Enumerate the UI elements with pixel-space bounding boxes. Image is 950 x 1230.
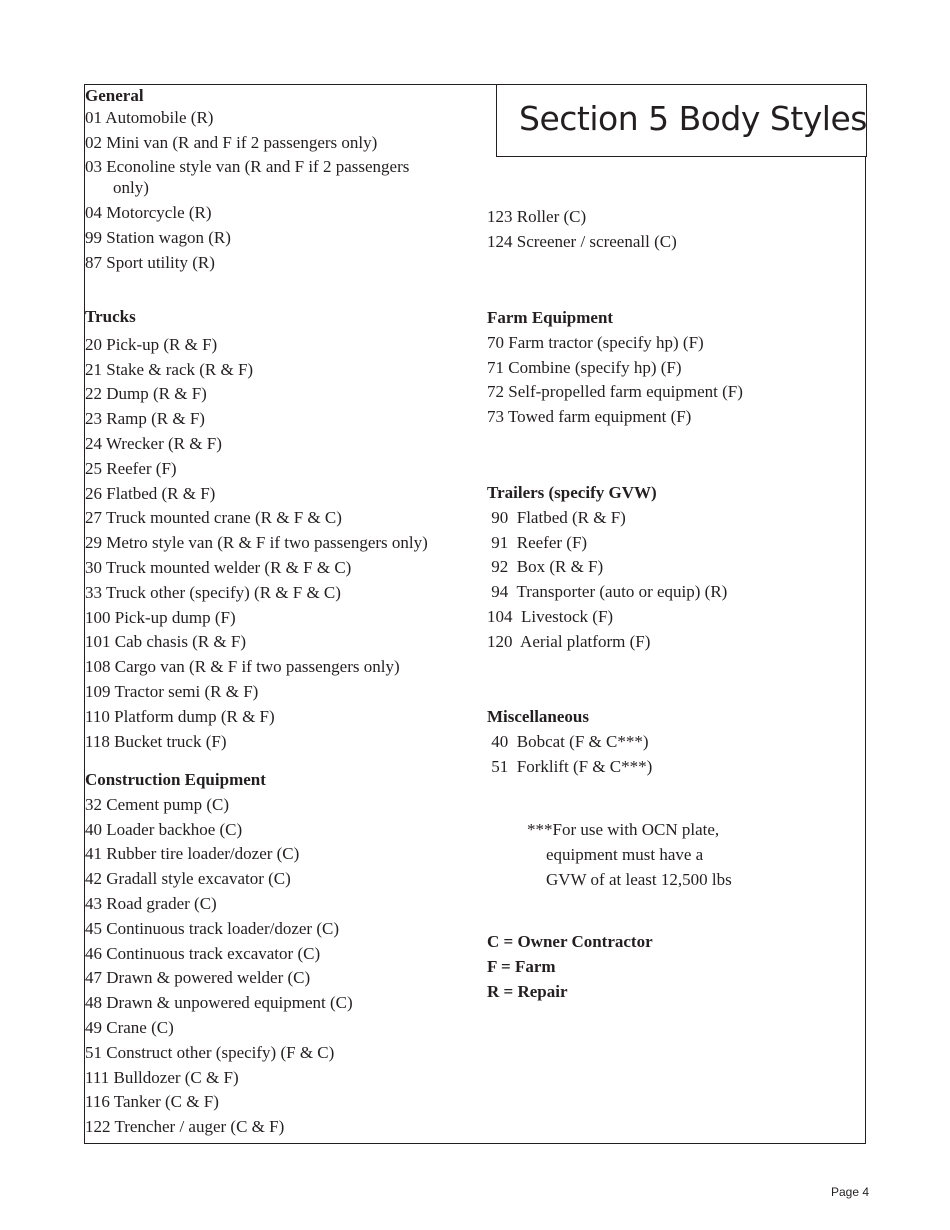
list-item: 43 Road grader (C): [85, 893, 217, 913]
general-heading: General: [85, 86, 144, 105]
list-item: 73 Towed farm equipment (F): [487, 407, 692, 427]
list-item: 94 Transporter (auto or equip) (R): [487, 582, 728, 602]
list-item: 87 Sport utility (R): [85, 252, 215, 272]
list-item: 49 Crane (C): [85, 1017, 174, 1037]
list-item: 26 Flatbed (R & F): [85, 483, 216, 503]
list-item: 02 Mini van (R and F if 2 passengers only): [85, 132, 378, 152]
legend-item: R = Repair: [487, 982, 568, 1001]
farm-section: [487, 306, 743, 430]
list-item: 42 Gradall style excavator (C): [85, 869, 291, 889]
list-item: 32 Cement pump (C): [85, 794, 230, 814]
list-item: 100 Pick-up dump (F): [85, 607, 236, 627]
list-item: 111 Bulldozer (C & F): [85, 1067, 239, 1087]
note-line: ***For use with OCN plate,: [527, 820, 720, 839]
list-item: 124 Screener / screenall (C): [487, 231, 677, 251]
list-item: 30 Truck mounted welder (R & F & C): [85, 557, 352, 577]
list-item: 108 Cargo van (R & F if two passengers only): [85, 657, 400, 677]
list-item: 25 Reefer (F): [85, 458, 177, 478]
list-item: 123 Roller (C): [487, 207, 587, 226]
construction-heading: Construction Equipment: [85, 770, 266, 789]
trailers-heading: Trailers (specify GVW): [487, 483, 657, 502]
ocn-note: [527, 818, 732, 892]
misc-section: [487, 705, 652, 779]
farm-heading: Farm Equipment: [487, 308, 614, 327]
list-item: 21 Stake & rack (R & F): [85, 359, 254, 379]
page-number: Page 4: [831, 1185, 870, 1199]
list-item: 104 Livestock (F): [487, 606, 614, 626]
list-item: 48 Drawn & unpowered equipment (C): [85, 993, 353, 1013]
list-item: 101 Cab chasis (R & F): [85, 632, 247, 652]
list-item: 70 Farm tractor (specify hp) (F): [487, 332, 704, 352]
list-item: 72 Self-propelled farm equipment (F): [487, 382, 743, 402]
list-item: 99 Station wagon (R): [85, 227, 231, 247]
list-item: only): [113, 178, 149, 198]
list-item: 122 Trencher / auger (C & F): [85, 1117, 285, 1137]
list-item: 51 Forklift (F & C***): [487, 756, 653, 776]
list-item: 40 Loader backhoe (C): [85, 819, 243, 839]
list-item: 27 Truck mounted crane (R & F & C): [85, 508, 342, 528]
title-box: [496, 84, 867, 157]
trucks-section: [85, 305, 428, 754]
list-item: 03 Econoline style van (R and F if 2 passengers: [85, 157, 410, 177]
construction-continued-section: [487, 205, 677, 255]
general-section: [85, 84, 409, 275]
code-legend: [487, 929, 653, 1004]
note-line: equipment must have a: [546, 844, 704, 864]
list-item: 04 Motorcycle (R): [85, 202, 212, 222]
list-item: 40 Bobcat (F & C***): [487, 731, 649, 751]
note-line: GVW of at least 12,500 lbs: [546, 869, 732, 889]
list-item: 01 Automobile (R): [85, 107, 214, 127]
list-item: 120 Aerial platform (F): [487, 631, 651, 651]
list-item: 23 Ramp (R & F): [85, 409, 205, 429]
list-item: 20 Pick-up (R & F): [85, 334, 218, 354]
list-item: 47 Drawn & powered welder (C): [85, 968, 311, 988]
list-item: 118 Bucket truck (F): [85, 731, 227, 751]
list-item: 51 Construct other (specify) (F & C): [85, 1042, 335, 1062]
list-item: 41 Rubber tire loader/dozer (C): [85, 844, 300, 864]
list-item: 24 Wrecker (R & F): [85, 433, 222, 453]
list-item: 116 Tanker (C & F): [85, 1092, 219, 1112]
list-item: 29 Metro style van (R & F if two passengers only): [85, 533, 428, 553]
misc-heading: Miscellaneous: [487, 707, 589, 726]
legend-item: C = Owner Contractor: [487, 932, 653, 951]
list-item: 109 Tractor semi (R & F): [85, 681, 259, 701]
construction-section: [85, 768, 353, 1140]
page-title: Section 5 Body Styles: [519, 99, 867, 138]
list-item: 71 Combine (specify hp) (F): [487, 357, 682, 377]
legend-item: F = Farm: [487, 957, 556, 976]
trucks-heading: Trucks: [85, 307, 136, 326]
list-item: 22 Dump (R & F): [85, 384, 207, 404]
list-item: 110 Platform dump (R & F): [85, 706, 275, 726]
trailers-section: [487, 481, 727, 655]
list-item: 90 Flatbed (R & F): [487, 507, 626, 527]
list-item: 92 Box (R & F): [487, 557, 604, 577]
list-item: 46 Continuous track excavator (C): [85, 943, 321, 963]
list-item: 33 Truck other (specify) (R & F & C): [85, 582, 341, 602]
list-item: 45 Continuous track loader/dozer (C): [85, 918, 339, 938]
list-item: 91 Reefer (F): [487, 532, 588, 552]
